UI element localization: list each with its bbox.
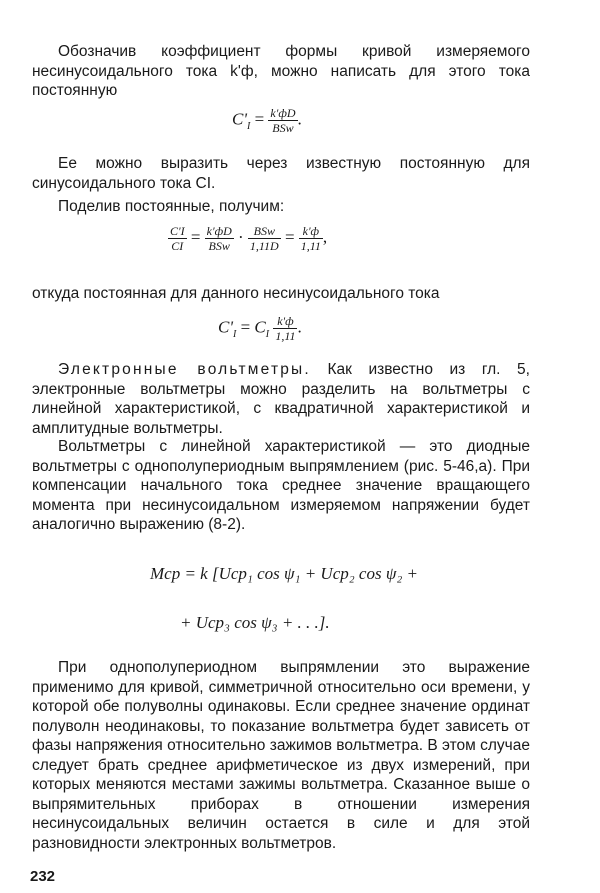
- eq1-equals: =: [254, 109, 265, 129]
- paragraph-5: [32, 360, 530, 438]
- eq2-fraction-1: [168, 224, 187, 253]
- eq1-fraction: [268, 106, 297, 135]
- eq3-end: .: [297, 317, 302, 337]
- section-heading: Электронные вольтметры.: [58, 361, 311, 378]
- eq3-denominator: 1,11: [275, 329, 296, 343]
- paragraph-4: откуда постоянная для данного несинусоидального тока: [32, 285, 440, 302]
- eq3-equals: =: [240, 317, 251, 337]
- equation-constant: [232, 106, 302, 135]
- eq2-f1-num: C'I: [170, 224, 185, 238]
- paragraph-3: Поделив постоянные, получим:: [58, 198, 285, 215]
- paragraph-5-body: Как известно из гл. 5, электронные вольтметры можно разделить на вольтметры с линейной характеристикой, с квадратичной характеристикой и амплитудные вольтметры.: [32, 361, 530, 437]
- paragraph-7: При однополупериодном выпрямлении это выражение применимо для кривой, симметричной относительно оси времени, у которой обе полуволны одинаковы. Если среднее значение ординат полуволн неодинаковы, то показание вольтметра будет зависеть от фазы напряжения относительно зажимов вольтметра. В этом случае следует брать среднее арифметическое из двух измерений, при которых меняются местами зажимы вольтметра. Сказанное выше о выпрямительных приборах в отношении измерения несинусоидальных величин остается в силе и для этой разновидности электронных вольтметров.: [32, 659, 530, 852]
- eq3-c-sub: I: [265, 328, 270, 340]
- eq2-equals-2: =: [284, 227, 295, 247]
- eq2-fraction-2: [205, 224, 234, 253]
- equation-ratio: [168, 224, 327, 253]
- eq2-f4-num: k'ф: [299, 224, 323, 239]
- eq2-equals-1: =: [190, 227, 201, 247]
- eq1-lhs-sub: I: [246, 120, 251, 132]
- eq3-fraction: [273, 314, 297, 343]
- equation-torque-line1: Mср = k [Uср₁ cos ψ₁ + Uср₂ cos ψ₂ +: [150, 564, 419, 583]
- eq2-f1-den: CI: [171, 239, 184, 253]
- eq1-numerator: k'фD: [270, 106, 296, 120]
- eq1-denominator: BSw: [272, 121, 294, 135]
- eq1-end: .: [297, 109, 302, 129]
- eq2-dot: ·: [238, 227, 244, 247]
- eq3-lhs: C': [218, 317, 233, 337]
- equation-result: [218, 314, 302, 343]
- eq3-lhs-sub: I: [232, 328, 237, 340]
- eq2-f3-den: 1,11D: [249, 239, 279, 253]
- eq2-fraction-4: [299, 224, 323, 253]
- eq3-c: C: [254, 317, 266, 337]
- eq2-f2-num: k'фD: [206, 224, 232, 238]
- eq2-end: ,: [322, 227, 328, 247]
- paragraph-1: Обозначив коэффициент формы кривой измеряемого несинусоидального тока k'ф, можно написать для этого тока постоянную: [32, 43, 530, 99]
- equation-torque-line2: + Uср₃ cos ψ₃ + . . .].: [180, 613, 330, 632]
- paragraph-6: Вольтметры с линейной характеристикой — это диодные вольтметры с однополупериодным выпрямлением (рис. 5-46,а). При компенсации начального тока среднее значение вращающего момента при несинусоидальном измеряемом напряжении будет аналогично выражению (8-2).: [32, 438, 530, 533]
- page-number: 232: [30, 868, 56, 885]
- paragraph-2: Ее можно выразить через известную постоянную для синусоидального тока CI.: [32, 155, 530, 192]
- eq3-numerator: k'ф: [273, 314, 297, 329]
- eq2-f3-num: BSw: [248, 224, 281, 239]
- eq2-f2-den: BSw: [208, 239, 230, 253]
- eq2-fraction-3: [248, 224, 281, 253]
- eq1-lhs: C': [232, 109, 247, 129]
- eq2-f4-den: 1,11: [300, 239, 321, 253]
